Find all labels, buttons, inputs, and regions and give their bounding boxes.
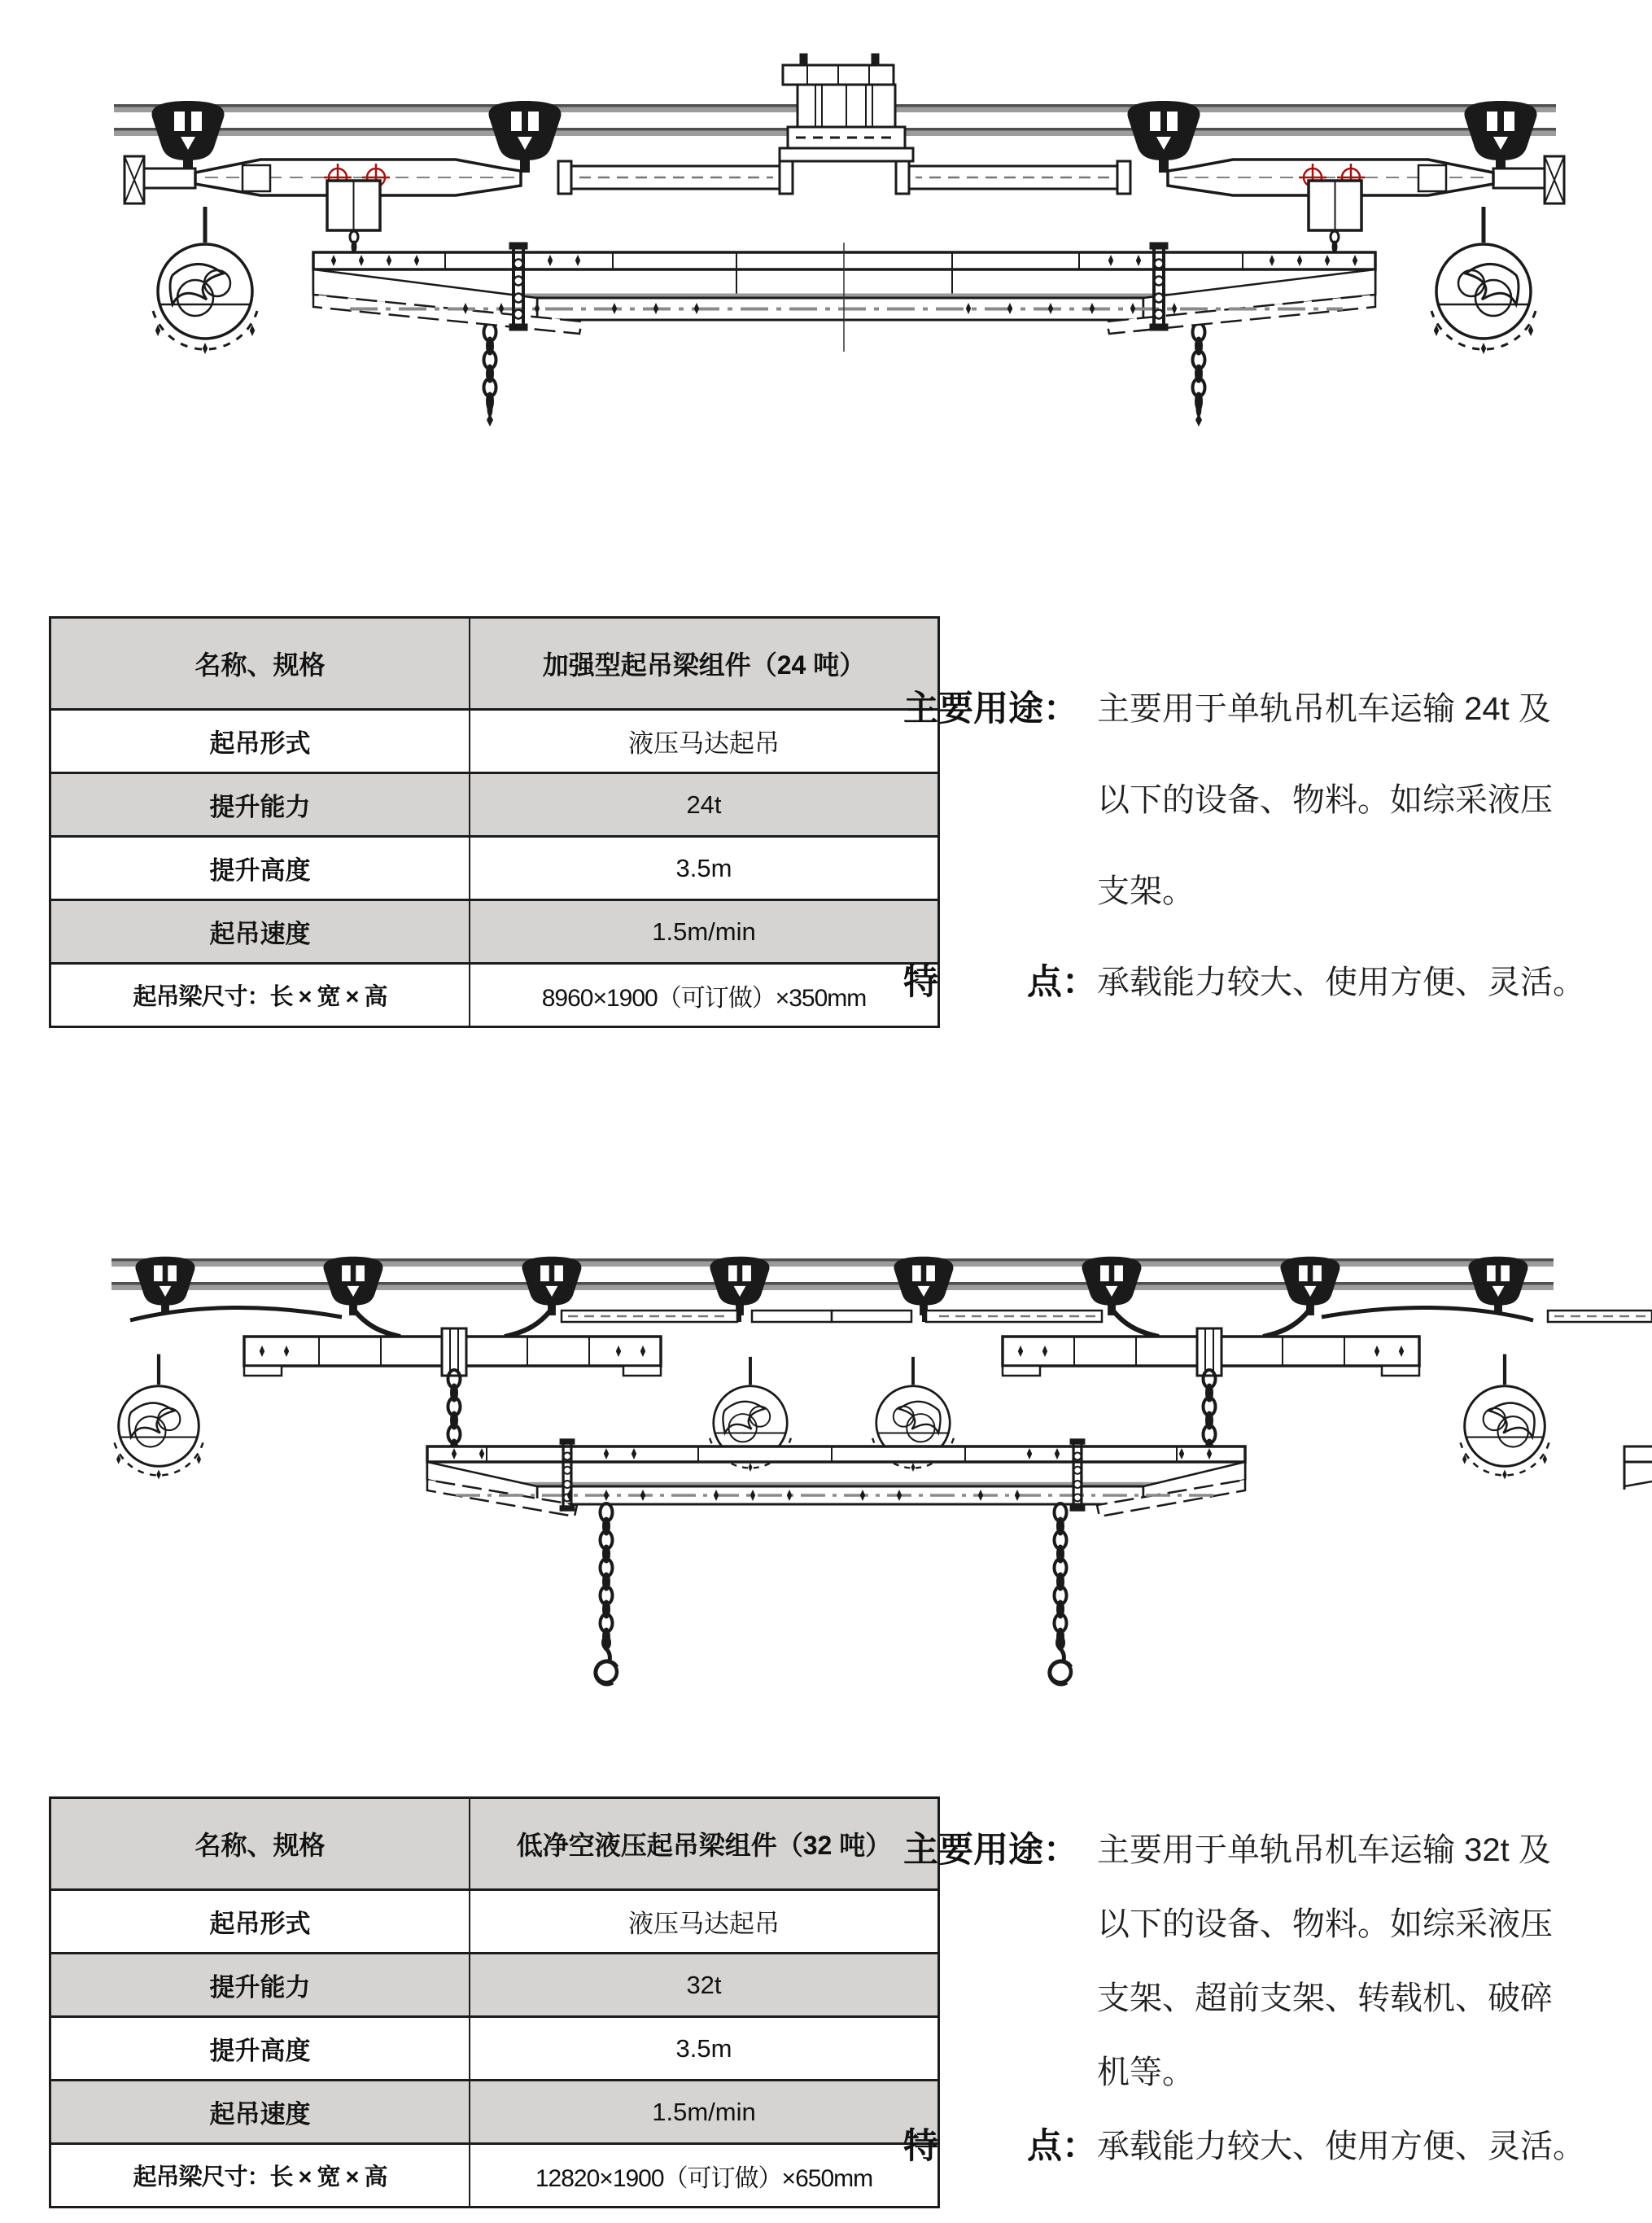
spec-label: 起吊梁尺寸：长 × 宽 × 高 — [50, 2144, 470, 2208]
spec-label: 起吊形式 — [50, 1890, 470, 1954]
diagram-24t-hoist-beam-assembly — [0, 0, 1652, 472]
usage-line: 机等。 — [1097, 2055, 1195, 2090]
feature-row — [903, 2110, 1652, 2184]
linkage-and-rods — [130, 1307, 832, 1337]
spec-header-name: 名称、规格 — [50, 1798, 470, 1890]
table-row — [50, 900, 939, 964]
spec-value: 1.5m/min — [470, 900, 939, 964]
table-row — [50, 773, 939, 837]
lifting-beam-32t — [427, 1439, 1245, 1516]
feature-text: 承载能力较大、使用方便、灵活。 — [1097, 965, 1585, 1000]
usage-line: 主要用于单轨吊机车运输 24t 及 — [1097, 691, 1551, 727]
beam-sling-chain — [484, 323, 496, 427]
description-24t — [903, 663, 1652, 1028]
spec-table-24t — [49, 616, 940, 1028]
table-row — [50, 1798, 939, 1890]
usage-line: 支架、超前支架、转载机、破碎 — [1097, 1980, 1553, 2016]
spec-label: 提升高度 — [50, 837, 470, 900]
spec-label: 起吊梁尺寸：长 × 宽 × 高 — [50, 964, 470, 1027]
spec-label: 起吊形式 — [50, 710, 470, 773]
table-row — [50, 837, 939, 900]
feature-label: 特 点： — [903, 963, 1097, 1002]
usage-line: 以下的设备、物料。如综采液压 — [1097, 782, 1553, 818]
spec-value: 1.5m/min — [470, 2081, 939, 2144]
spec-value: 液压马达起吊 — [470, 1890, 939, 1954]
hydraulic-lift-cylinder — [327, 181, 380, 252]
spec-value: 液压马达起吊 — [470, 710, 939, 773]
diagram-32t-low-clearance-assembly — [0, 1213, 1652, 1750]
feature-row — [903, 937, 1652, 1028]
spec-label: 提升能力 — [50, 773, 470, 837]
spec-header-model: 低净空液压起吊梁组件（32 吨） — [470, 1798, 939, 1890]
spec-label: 起吊速度 — [50, 2081, 470, 2144]
usage-row — [903, 1814, 1652, 1888]
spec-label: 起吊速度 — [50, 900, 470, 964]
table-row — [50, 2144, 939, 2208]
spec-value: 3.5m — [470, 837, 939, 900]
feature-text: 承载能力较大、使用方便、灵活。 — [1097, 2129, 1585, 2164]
usage-label: 主要用途： — [903, 1831, 1078, 1870]
adjacent-beam-fragment — [1624, 1446, 1652, 1490]
spec-value: 12820×1900（可订做）×650mm — [470, 2144, 939, 2208]
usage-label: 主要用途： — [903, 689, 1078, 729]
table-row — [50, 710, 939, 773]
usage-line: 以下的设备、物料。如综采液压 — [1097, 1906, 1553, 1942]
rail-suspension-clamp — [780, 54, 913, 161]
rod-extension — [1548, 1311, 1652, 1322]
usage-row — [903, 663, 1652, 755]
description-32t — [903, 1814, 1652, 2184]
lifting-beam-24t — [313, 243, 1375, 352]
spec-value: 24t — [470, 773, 939, 837]
hoist-spindle-assembly — [125, 156, 793, 203]
upper-to-lower-chain — [448, 1370, 461, 1456]
spec-value: 3.5m — [470, 2017, 939, 2081]
spec-label: 提升能力 — [50, 1954, 470, 2017]
chain-hoist-block — [153, 207, 257, 354]
table-row — [50, 1890, 939, 1954]
table-row — [50, 618, 939, 710]
table-row — [50, 1954, 939, 2017]
table-row — [50, 964, 939, 1027]
spec-table-32t — [49, 1796, 940, 2208]
load-chain-with-hook — [596, 1503, 1071, 1684]
spec-header-model: 加强型起吊梁组件（24 吨） — [470, 618, 939, 710]
spec-value: 8960×1900（可订做）×350mm — [470, 964, 939, 1027]
usage-line: 主要用于单轨吊机车运输 32t 及 — [1097, 1832, 1551, 1868]
spec-header-name: 名称、规格 — [50, 618, 470, 710]
usage-line: 支架。 — [1097, 873, 1195, 909]
spec-value: 32t — [470, 1954, 939, 2017]
spec-label: 提升高度 — [50, 2017, 470, 2081]
feature-label: 特 点： — [903, 2127, 1097, 2166]
table-row — [50, 2017, 939, 2081]
table-row — [50, 2081, 939, 2144]
